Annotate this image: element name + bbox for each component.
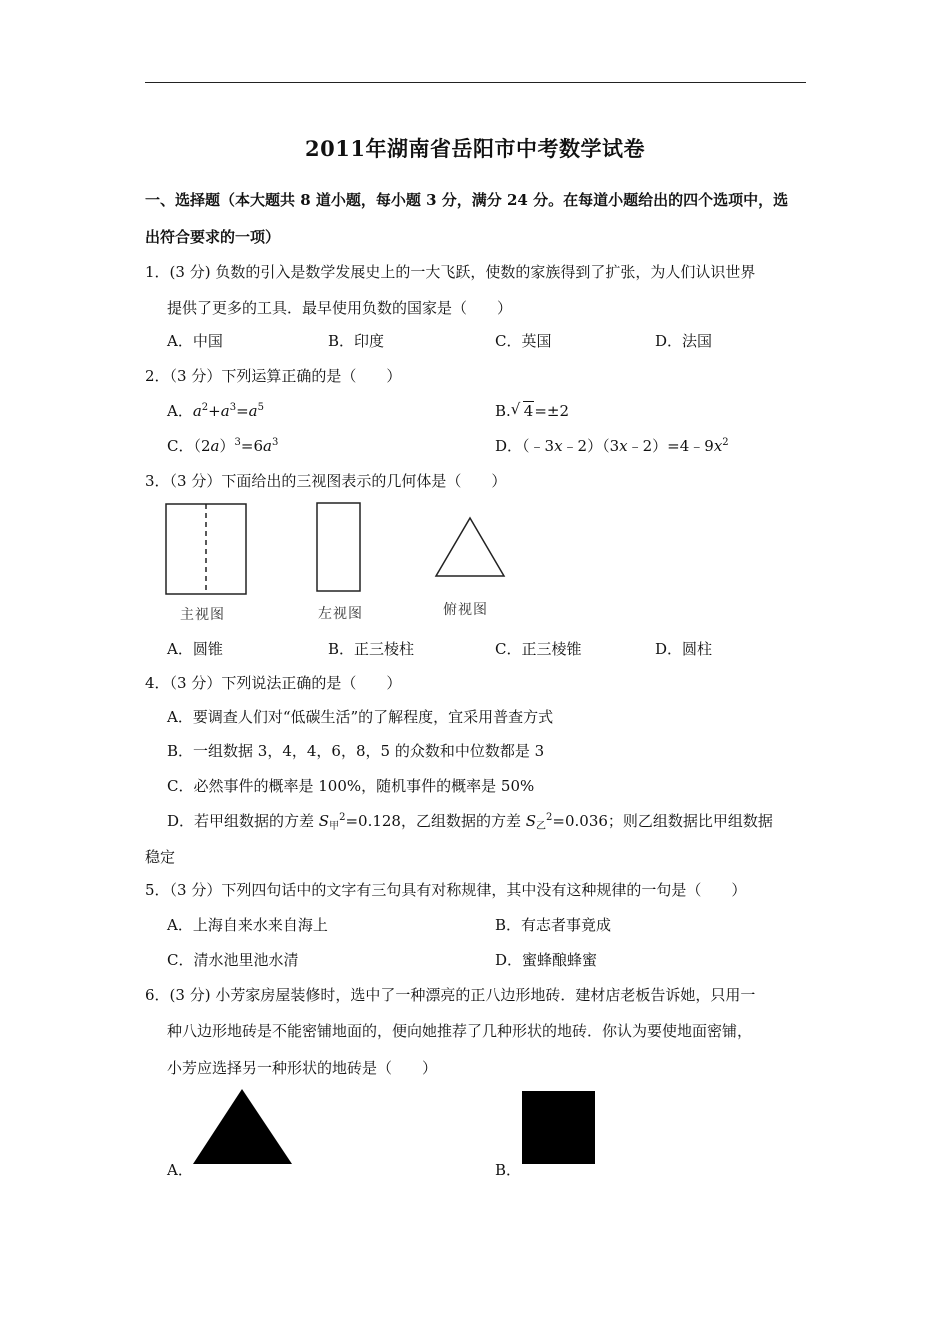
- header-rule: [145, 82, 806, 83]
- q6-stem-cont: 种八边形地砖是不能密铺地面的，便向她推荐了几种形状的地砖．你认为要使地面密铺，: [167, 1022, 753, 1040]
- section-heading: 一、选择题（本大题共 8 道小题，每小题 3 分，满分 24 分。在每道小题给出的四个选项中，选: [145, 191, 789, 209]
- q1-option-b: B．印度: [328, 332, 385, 350]
- page-title: 2011年湖南省岳阳市中考数学试卷: [305, 136, 645, 161]
- q1-option-c: C．英国: [495, 332, 552, 350]
- q4-option-c: C．必然事件的概率是 100%，随机事件的概率是 50%: [167, 777, 535, 795]
- q2-option-c-label: C．（2: [167, 437, 211, 455]
- q2-option-c-rhs: =6: [240, 437, 263, 455]
- q5-option-a: A．上海自来水来自海上: [167, 916, 328, 934]
- q3-option-c: C．正三棱锥: [495, 640, 582, 658]
- top-view-triangle: [436, 518, 504, 576]
- q2-stem: 2．（3 分）下列运算正确的是（ ）: [145, 367, 402, 385]
- q1-option-a: A．中国: [167, 332, 223, 350]
- q4-option-b: B．一组数据 3，4，4，6，8，5 的众数和中位数都是 3: [167, 742, 545, 760]
- q4-option-d-cont: 稳定: [145, 848, 176, 866]
- q1-stem: 1．(3 分) 负数的引入是数学发展史上的一大飞跃，使数的家族得到了扩张，为人们认识世界: [145, 263, 756, 281]
- q4-option-a: A．要调查人们对“低碳生活”的了解程度，宜采用普查方式: [167, 708, 554, 726]
- side-view-figure: [312, 500, 368, 596]
- q4-option-d-pre: D．若甲组数据的方差: [167, 812, 319, 830]
- section-heading-cont: 出符合要求的一项）: [145, 228, 281, 246]
- front-view-figure: [162, 502, 252, 598]
- q3-option-b: B．正三棱柱: [328, 640, 415, 658]
- q2-option-d: D．$(﹣3x﹣2)(3x﹣2)=4﹣9x^2$: [495, 437, 729, 455]
- q4-option-d-mid: =0.128，乙组数据的方差: [345, 812, 526, 830]
- q2-option-a-label: A．: [167, 402, 193, 420]
- q5-stem: 5．（3 分）下列四句话中的文字有三句具有对称规律，其中没有这种规律的一句是（ ）: [145, 881, 747, 899]
- q2-option-d-mid2: ﹣2）=4﹣9: [627, 437, 714, 455]
- q5-option-d: D．蜜蜂酿蜂蜜: [495, 951, 598, 969]
- q6-option-a: A．: [167, 1161, 193, 1179]
- q3-option-a: A．圆锥: [167, 640, 223, 658]
- q2-option-b-rest: =±2: [534, 402, 570, 420]
- square-tile-shape: [522, 1091, 595, 1164]
- square-tile-figure: [521, 1090, 597, 1166]
- triangle-tile-figure: [190, 1087, 296, 1167]
- q5-option-c: C．清水池里池水清: [167, 951, 299, 969]
- q1-option-d: D．法国: [655, 332, 713, 350]
- q5-option-b: B．有志者事竟成: [495, 916, 612, 934]
- side-view-rect: [317, 503, 360, 591]
- q4-option-d-sub1: 甲: [329, 821, 340, 832]
- q2-option-d-mid: ﹣2）（3: [562, 437, 620, 455]
- q3-option-d: D．圆柱: [655, 640, 713, 658]
- q4-option-d-post: =0.036；则乙组数据比甲组数据: [552, 812, 773, 830]
- q2-option-b: [495, 401, 569, 421]
- q4-stem: 4．（3 分）下列说法正确的是（ ）: [145, 674, 402, 692]
- triangle-tile-shape: [193, 1089, 292, 1164]
- front-view-caption: 主视图: [180, 607, 225, 623]
- q1-stem-cont: 提供了更多的工具．最早使用负数的国家是（ ）: [167, 299, 513, 317]
- q2-option-b-radicand: 4: [523, 402, 534, 420]
- q6-option-b: B．: [495, 1161, 522, 1179]
- q2-option-b-label: B.: [495, 402, 511, 420]
- square-root-icon: √ 4: [510, 400, 534, 420]
- q6-stem: 6．(3 分) 小芳家房屋装修时，选中了一种漂亮的正八边形地砖．建材店老板告诉她，只用一: [145, 986, 756, 1004]
- side-view-caption: 左视图: [318, 606, 363, 622]
- q2-option-a: A．$a^2+a^3=a^5$: [167, 402, 264, 420]
- q4-option-d: D．若甲组数据的方差 $S_甲^2=0.128$，乙组数据的方差 $S_乙^2=0.036$；则乙组数据比甲组数据: [167, 812, 773, 832]
- q4-option-d-sub2: 乙: [536, 821, 547, 832]
- q6-stem-cont2: 小芳应选择另一种形状的地砖是（ ）: [167, 1059, 438, 1077]
- q2-option-c: C．$(2a)^3=6a^3$: [167, 437, 279, 455]
- q2-option-d-label: D．（﹣3: [495, 437, 555, 455]
- q3-stem: 3．（3 分）下面给出的三视图表示的几何体是（ ）: [145, 472, 507, 490]
- top-view-figure: [432, 513, 512, 581]
- top-view-caption: 俯视图: [443, 602, 488, 618]
- q2-option-c-mid: ）: [219, 437, 235, 455]
